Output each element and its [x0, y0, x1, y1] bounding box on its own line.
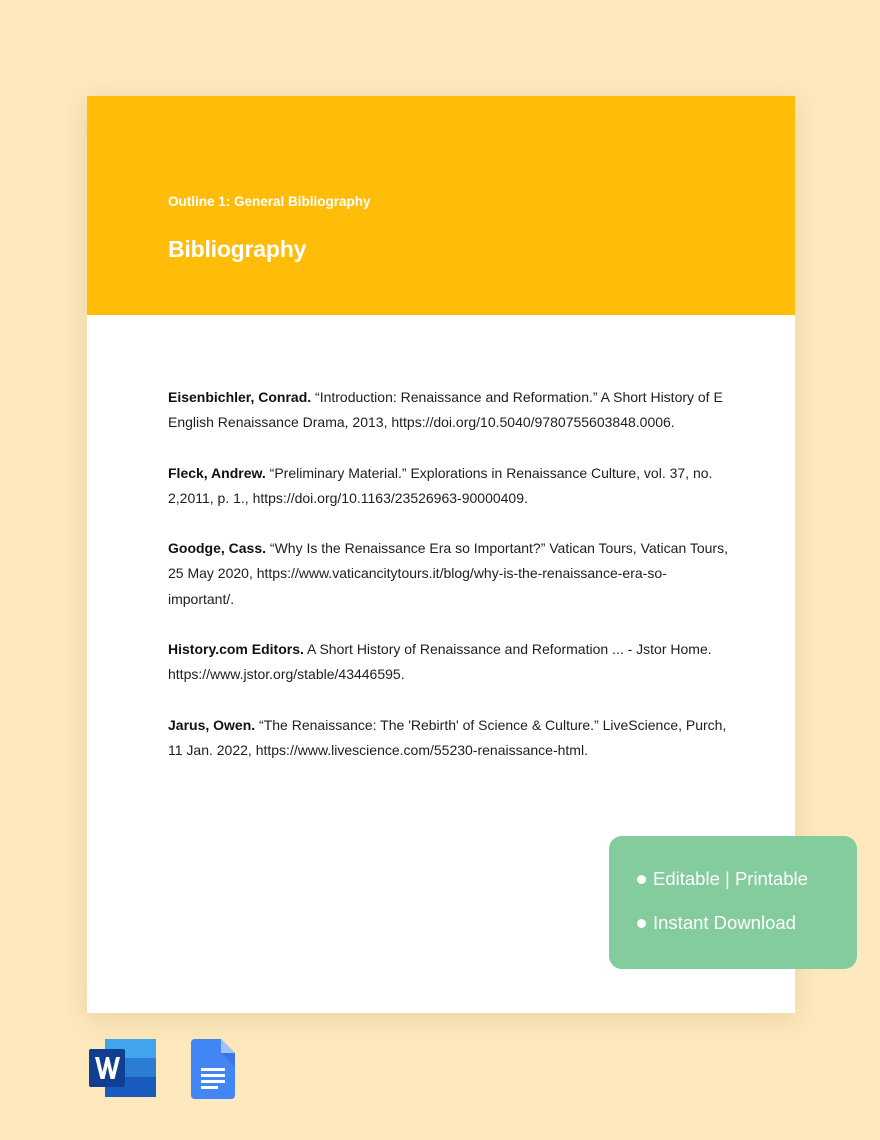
bibliography-entry — [168, 461, 728, 512]
features-badge — [609, 836, 857, 969]
entry-citation: “Introduction: Renaissance and Reformation.” A Short History of E English Renaissance Drama, 2013, https://doi.org/10.5040/9780755603848.0006. — [168, 389, 723, 431]
entry-author: Fleck, Andrew. — [168, 464, 266, 481]
entry-author: History.com Editors. — [168, 641, 304, 658]
bibliography-entry — [168, 536, 728, 612]
entry-citation: “Why Is the Renaissance Era so Important?” Vatican Tours, Vatican Tours, 25 May 2020, https://www.vaticancitytours.it/blog/why-is-the-renaissance-era-so-important/. — [168, 540, 728, 607]
feature-label: Editable | Printable — [653, 868, 808, 889]
feature-item — [637, 868, 808, 890]
entry-author: Goodge, Cass. — [168, 540, 267, 557]
bibliography-entry — [168, 385, 728, 436]
bibliography-list — [168, 385, 728, 788]
bibliography-entry — [168, 637, 728, 688]
document-header — [87, 96, 795, 315]
feature-label: Instant Download — [653, 912, 796, 933]
google-docs-icon[interactable] — [191, 1039, 235, 1099]
bibliography-entry — [168, 713, 728, 764]
entry-citation: “The Renaissance: The 'Rebirth' of Science & Culture.” LiveScience, Purch, 11 Jan. 2022, https://www.livescience.com/55230-renaissance-html. — [168, 716, 727, 758]
entry-author: Jarus, Owen. — [168, 716, 256, 733]
feature-item — [637, 912, 796, 934]
entry-author: Eisenbichler, Conrad. — [168, 389, 312, 405]
microsoft-word-icon[interactable] — [89, 1039, 157, 1097]
bullet-icon — [637, 919, 646, 928]
outline-subtitle: Outline 1: General Bibliography — [168, 194, 371, 209]
bullet-icon — [637, 875, 646, 884]
page-title: Bibliography — [168, 236, 307, 262]
entry-citation: “Preliminary Material.” Explorations in Renaissance Culture, vol. 37, no. 2,2011, p. 1., https://doi.org/10.1163/23526963-90000409. — [168, 464, 713, 506]
entry-citation: A Short History of Renaissance and Reformation ... - Jstor Home. https://www.jstor.org/stable/43446595. — [168, 641, 712, 683]
